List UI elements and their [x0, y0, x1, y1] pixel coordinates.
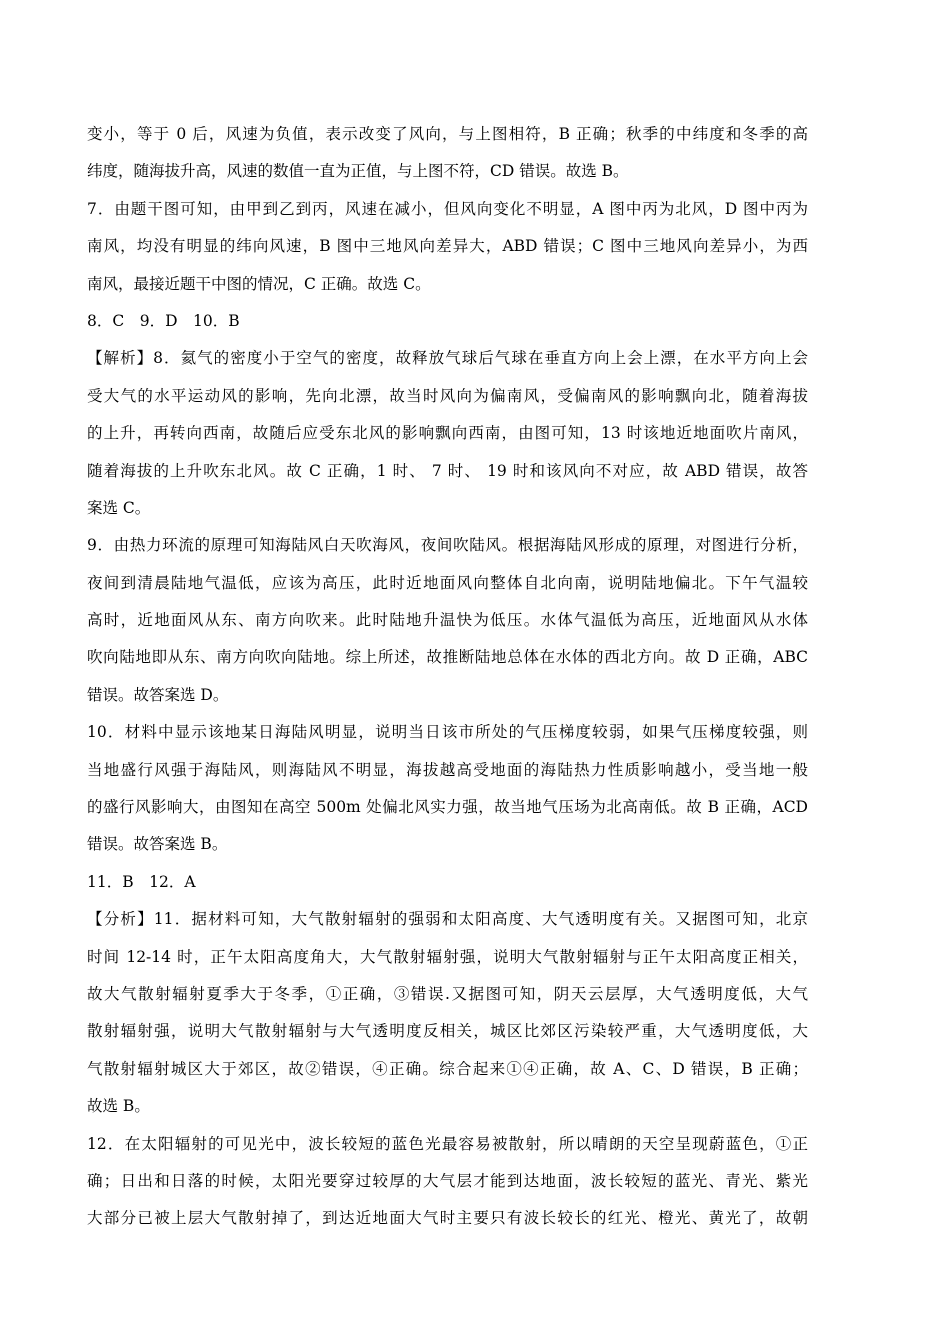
text-line: 错误。故答案选 B。 [87, 835, 228, 854]
text-line: 大部分已被上层大气散射掉了，到达近地面大气时主要只有波长较长的红光、橙光、黄光了，故朝 [87, 1209, 808, 1228]
text-line: 变小，等于 0 后，风速为负值，表示改变了风向，与上图相符，B 正确；秋季的中纬度和冬季的高 [87, 125, 808, 143]
text-line: 【分析】11．据材料可知，大气散射辐射的强弱和太阳高度、大气透明度有关。又据图可知，北京 [87, 910, 808, 929]
text-line: 的盛行风影响大，由图知在高空 500m 处偏北风实力强，故当地气压场为北高南低。故 B 正确，ACD [87, 798, 808, 817]
text-line: 南风，均没有明显的纬向风速，B 图中三地风向差异大，ABD 错误；C 图中三地风向差异小，为西 [87, 237, 808, 256]
text-line: 【解析】8．氦气的密度小于空气的密度，故释放气球后气球在垂直方向上会上漂，在水平方向上会 [87, 349, 808, 368]
text-line: 的上升，再转向西南，故随后应受东北风的影响飘向西南，由图可知，13 时该地近地面吹片南风， [87, 424, 808, 443]
text-line: 故大气散射辐射夏季大于冬季，①正确，③错误.又据图可知，阴天云层厚，大气透明度低，大气 [87, 984, 808, 1003]
text-line: 受大气的水平运动风的影响，先向北漂，故当时风向为偏南风，受偏南风的影响飘向北，随着海拔 [87, 386, 808, 405]
answer-line: 11．B 12．A [87, 872, 196, 891]
text-line: 随着海拔的上升吹东北风。故 C 正确，1 时、 7 时、 19 时和该风向不对应，故 ABD 错误，故答 [87, 461, 808, 480]
text-line: 当地盛行风强于海陆风，则海陆风不明显，海拔越高受地面的海陆热力性质影响越小，受当地一般 [87, 760, 808, 779]
text-line: 南风，最接近题干中图的情况，C 正确。故选 C。 [87, 274, 431, 293]
text-line: 12．在太阳辐射的可见光中，波长较短的蓝色光最容易被散射，所以晴朗的天空呈现蔚蓝色，①正 [87, 1134, 808, 1153]
answer-line: 8．C 9．D 10．B [87, 311, 240, 330]
text-line: 气散射辐射城区大于郊区，故②错误，④正确。综合起来①④正确，故 A、C、D 错误，B 正确； [87, 1059, 808, 1078]
text-line: 7．由题干图可知，由甲到乙到丙，风速在减小，但风向变化不明显，A 图中丙为北风，D 图中丙为 [87, 199, 808, 218]
text-line: 9．由热力环流的原理可知海陆风白天吹海风，夜间吹陆风。根据海陆风形成的原理，对图进行分析， [87, 536, 808, 555]
text-line: 吹向陆地即从东、南方向吹向陆地。综上所述，故推断陆地总体在水体的西北方向。故 D 正确，ABC [87, 648, 808, 667]
document-body [87, 116, 808, 1238]
text-line: 故选 B。 [87, 1097, 150, 1116]
text-line: 案选 C。 [87, 498, 151, 517]
text-line: 错误。故答案选 D。 [87, 685, 229, 704]
text-line: 高时，近地面风从东、南方向吹来。此时陆地升温快为低压。水体气温低为高压，近地面风从水体 [87, 611, 808, 630]
text-line: 夜间到清晨陆地气温低，应该为高压，此时近地面风向整体自北向南，说明陆地偏北。下午气温较 [87, 573, 808, 592]
text-line: 时间 12-14 时，正午太阳高度角大，大气散射辐射强，说明大气散射辐射与正午太阳高度正相关， [87, 947, 808, 966]
text-line: 10．材料中显示该地某日海陆风明显，说明当日该市所处的气压梯度较弱，如果气压梯度较强，则 [87, 723, 808, 742]
text-line: 确；日出和日落的时候，太阳光要穿过较厚的大气层才能到达地面，波长较短的蓝光、青光、紫光 [87, 1171, 808, 1190]
text-line: 散射辐射强，说明大气散射辐射与大气透明度反相关，城区比郊区污染较严重，大气透明度低，大 [87, 1022, 808, 1041]
text-line: 纬度，随海拔升高，风速的数值一直为正值，与上图不符，CD 错误。故选 B。 [87, 162, 629, 181]
